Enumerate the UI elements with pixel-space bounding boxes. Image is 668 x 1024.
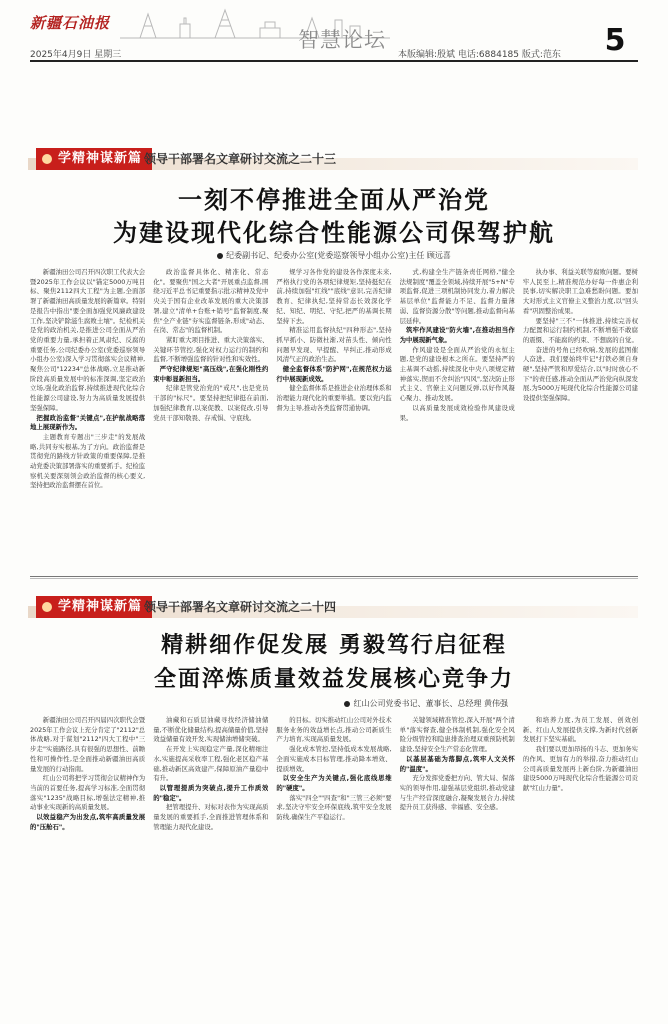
- paragraph: 油藏和石质层油藏寻找经济储油储量,不断优化储量结构,提高储量价值,坚持效益储量有效开发,实现储油增储突破。: [153, 716, 269, 744]
- editors-line: 本版编辑:殷斌 电话:6884185 版式:范东: [398, 50, 561, 60]
- column-tag: [36, 596, 152, 618]
- paragraph: 奋进的号角已经吹响,发展的蓝图催人奋进。我们要始终牢记"打铁必须自身硬",坚持严管和厚爱结合,以"时时放心不下"的责任感,推动全面从严治党向纵深发展,为5000万吨现代化综合性能源公司建设提供坚强保障。: [522, 345, 639, 403]
- paragraph: 把管理提升、对标对表作为实现高质量发展的重要抓手,全面推进管理体系和管理能力现代化建设。: [153, 803, 269, 831]
- paragraph: 主题教育专题出"三步走"的发展战略,共同夯实根基,为了方向。政治监督是贯彻党的路线方针政策的重要保障,是推动党委决策部署落实的重要抓手。纪检监察机关要深刻领会政治监督的核心要义,坚持把政治监督摆在首位。: [30, 432, 146, 490]
- article2-byline: [30, 698, 638, 709]
- article1-headline-line2: 为建设现代化综合性能源公司保驾护航: [113, 219, 555, 247]
- article2-headline-line2: 全面淬炼质量效益发展核心竞争力: [153, 667, 514, 692]
- article2-column: [400, 716, 515, 1016]
- article1-headline-line1: 一刻不停推进全面从严治党: [178, 186, 490, 214]
- newspaper-logo: 新疆石油报: [30, 14, 111, 32]
- paragraph: 充分发挥党委把方向、管大局、保落实的领导作用,建强基层党组织,推动党建与生产经营深度融合,凝聚发展合力,持续提升员工获得感、幸福感、安全感。: [399, 774, 515, 812]
- subheading: 以管理提质为突破点,提升工作质效的"稳定"。: [153, 783, 269, 802]
- date-line: 2025年4月9日 星期三: [30, 50, 122, 60]
- tag-dot-icon: [42, 602, 52, 612]
- paragraph: 政治监督具体化、精准化、常态化"。要聚焦"国之大者"开展重点监督,围绕习近平总书记重要指示批示精神及党中央关于国有企业改革发展的重大决策部署,建立"清单+台账+销号"监督制度,聚焦"全产业链"夯实监督链条,形成"动态、在岗、常态"的监督机制。: [153, 268, 269, 335]
- article-divider-thin: [30, 578, 638, 579]
- paragraph: 新疆油田公司召开四次职工代表大会暨2025年工作会议以"锚定5000万吨目标、聚焦2112四大工程"为主题,全面部署了新疆油田高质量发展的新篇章。特别是报告中指出"要全面加强党风廉政建设工作,坚决铲除滋生腐败土壤"。纪检机关是党的政治机关,是推进公司全面从严治党的重要力量,承担着正风肃纪、反腐的重要任务,公司纪委办公室(党委巡察领导小组办公室)深入学习贯彻落实会议精神,聚焦公司"12234"总体战略,立足推动新阶段高质量发展中的标准深调,坚定政治立场,强化政治监督,持续推进现代化综合性能源公司建设,努力为高质量发展提供坚强保障。: [30, 268, 146, 412]
- paragraph: 要坚持"三不"一体推进,持续完善权力配置和运行制约机制,不断增强不敢腐的震慑、不能腐的约束、不想腐的自觉。: [522, 316, 639, 344]
- byline-dot-icon: [344, 701, 350, 707]
- article2-byline-text: 红山公司党委书记、董事长、总经理 黄伟强: [353, 699, 508, 708]
- paragraph: 健全监督体系是推进企业治理体系和治理能力现代化的重要举措。要以党内监督为主导,推动各类监督贯通协调。: [276, 384, 392, 412]
- subheading: 以基层基础为落脚点,筑牢人文关怀的"温度"。: [399, 754, 515, 773]
- paragraph: 在开发上实现稳定产量,深化精细注水,实施提高采收率工程,强化老区稳产基础,推动新区高效建产,保障原油产量稳中有升。: [153, 745, 269, 783]
- column-tag-label: 学精神谋新篇: [58, 599, 143, 614]
- page-number: 5: [604, 23, 626, 58]
- paragraph: 关键领域精准管控,深入开展"两个清单"落实督查,健全体制机制,强化安全风险分级管控和隐患排查治理双重预防机制建设,坚持安全生产常态化管理。: [399, 716, 515, 754]
- article2-body: [30, 716, 638, 1016]
- article1-byline-text: 纪委副书记、纪委办公室(党委巡察领导小组办公室)主任 顾远喜: [226, 251, 451, 260]
- paragraph: 和培养力度,为员工发展、创效创新、红山人发展提供支撑,为新时代创新发展打下坚实基础。: [522, 716, 639, 744]
- article2-column: [30, 716, 145, 1016]
- subheading: 健全监督体系"防护网",在规范权力运行中展现新成效。: [276, 365, 392, 383]
- article1-column: [153, 268, 268, 568]
- paragraph: 作风建设是全面从严治党的永恒主题,是党的建设根本之所在。要坚持严的主基调不动摇,持续深化中央八项规定精神落实,锲而不舍纠治"四风",坚决防止形式主义、官僚主义问题反弹,以好作风凝心聚力、推动发展。: [399, 345, 515, 403]
- paragraph: 规学习各作党的建设各作深度未来,严格执行党的各项纪律规矩,坚持挺纪在前,持续加强"红线""底线"意识,完善纪律教育、纪律执纪,坚持常态长效深化学纪、知纪、明纪、守纪,把严的基调长期坚持下去。: [276, 268, 392, 325]
- masthead: [0, 0, 668, 62]
- paragraph: 的目标。切实推动红山公司对外技术服务业务的效益增长点,推动公司新质生产力培育,实现高质量发展。: [276, 716, 392, 744]
- article2-banner: [28, 596, 638, 622]
- paragraph: 式,构建全生产链条责任网格,"健全法规制度"覆盖全领域,持续开展"5+N"专项监督,促进三项机制协同发力,着力解决基层单位"监督能力不足、监督力量薄弱、监督资源分散"等问题,推动监督向基层延伸。: [399, 268, 515, 325]
- paragraph: 落实"四全""四查"和"三管三必须"要求,坚决守牢安全环保底线,筑牢安全发展防线,确保生产平稳运行。: [276, 793, 392, 822]
- tag-dot-icon: [42, 154, 52, 164]
- article1-column: [276, 268, 391, 568]
- article2-column: [276, 716, 391, 1016]
- paragraph: 强化成本管控,坚持低成本发展战略,全面实施成本目标管理,推动降本增效、提质增效。: [276, 745, 392, 773]
- subheading: 筑牢作风建设"防火墙",在推动担当作为中展现新气象。: [399, 326, 515, 344]
- column-tag: [36, 148, 152, 170]
- article1-banner: [28, 148, 638, 174]
- paragraph: 执办事、利益关联等腐败问题。要树牢人民至上,精准规范办好每一件惠企利民事,切实解决职工急难愁盼问题。要加大对形式主义官僚主义整治力度,以"回头看"巩固整治成果。: [522, 268, 639, 315]
- paragraph: 纪律是管党治党的"戒尺",也是党员干部的"标尺"。要坚持把纪律挺在前面,加强纪律教育,以案促教、以案促改,引导党员干部知敬畏、存戒惧、守底线。: [153, 384, 269, 422]
- article2-column: [153, 716, 268, 1016]
- byline-dot-icon: [217, 253, 223, 259]
- article1-byline: [30, 250, 638, 261]
- article-divider: [30, 576, 638, 577]
- subheading: 以安全生产为关键点,强化底线思维的"硬度"。: [276, 774, 392, 792]
- article1-column: [30, 268, 145, 568]
- article1-body: [30, 268, 638, 568]
- series-label: 领导干部署名文章研讨交流之二十四: [144, 600, 337, 614]
- paragraph: 紧盯重大项目推进、重大决策落实、关键环节管控,强化对权力运行的制约和监督,不断增强监督的针对性和实效性。: [153, 335, 269, 364]
- article2-headline-line1: 精耕细作促发展 勇毅笃行启征程: [161, 633, 507, 658]
- paragraph: 以高质量发展成效检验作风建设成果。: [399, 403, 515, 422]
- subheading: 以效益稳产为出发点,筑牢高质量发展的"压舱石"。: [30, 813, 146, 831]
- subheading: 严守纪律规矩"高压线",在强化刚性约束中彰显新担当。: [153, 365, 269, 383]
- masthead-rule: [30, 60, 638, 62]
- paragraph: 精准运用监督执纪"四种形态",坚持抓早抓小、防微杜渐,对苗头性、倾向性问题早发现、早提醒、早纠正,推动形成风清气正的政治生态。: [276, 326, 392, 364]
- article1-column: [400, 268, 515, 568]
- column-tag-label: 学精神谋新篇: [58, 151, 143, 166]
- series-label: 领导干部署名文章研讨交流之二十三: [144, 152, 337, 166]
- article1-column: [523, 268, 638, 568]
- article2-column: [523, 716, 638, 1016]
- paragraph: 新疆油田公司召开四届四次职代会暨2025年工作会议上充分肯定了"2112"总体战略,对于谋划"2112"四大工程中"三步走"实施路径,具有很强的思想性、前瞻性和可操作性,是全面推动新疆油田高质量发展的行动指南。: [30, 716, 146, 773]
- section-title: 智慧论坛: [298, 28, 386, 52]
- paragraph: 我们要以更加昂扬的斗志、更加务实的作风、更加有力的举措,奋力推动红山公司高质量发展再上新台阶,为新疆油田建设5000万吨现代化综合性能源公司贡献"红山力量"。: [522, 745, 639, 792]
- paragraph: 红山公司将把学习贯彻会议精神作为当前的首要任务,提高学习标准,全面贯彻落实"1235"战略目标,增强法定精神,推动事业实现新的高质量发展。: [30, 774, 146, 812]
- subheading: 把握政治监督"关键点",在护航战略落地上展现新作为。: [30, 413, 146, 432]
